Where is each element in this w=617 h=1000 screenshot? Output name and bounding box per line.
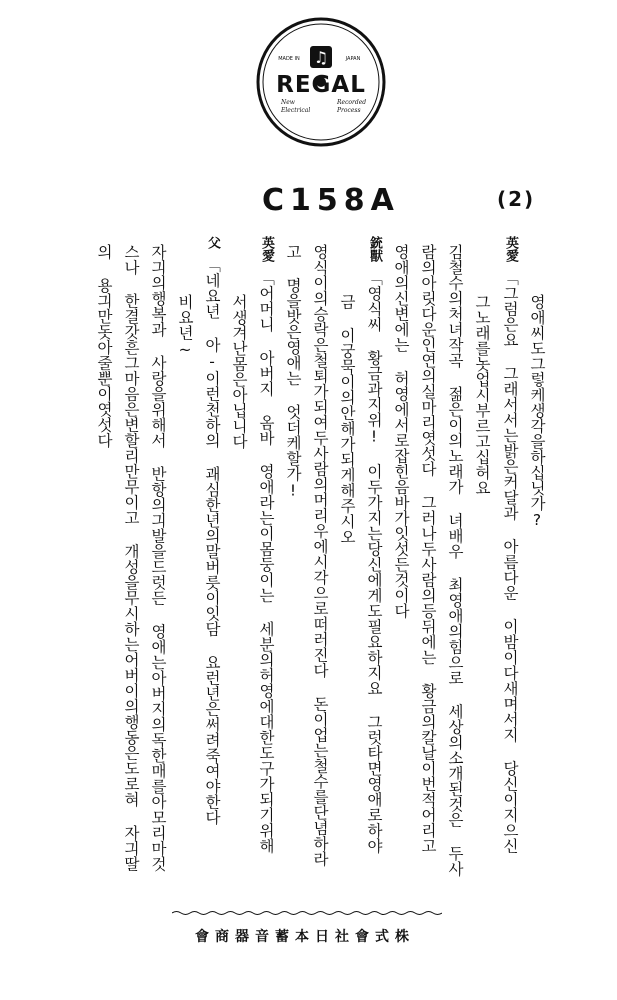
- text-column: 그노래를놋업시부르고십허요: [473, 294, 491, 496]
- music-note-icon: [310, 46, 332, 68]
- text-column: 람의아릿다운인연의실마리엿섯다 그러나두사람의등뒤에는 황금의칼날이번적어리고: [419, 244, 437, 854]
- text-column: 금 이궁묵이의안해가되게해주시오: [338, 294, 356, 545]
- label-tagline-right-2: Process: [337, 107, 361, 114]
- text-column: 영애의신변에는 허영에서로잡힌음바가잇섯든것이다: [392, 244, 410, 619]
- regal-label-logo: [255, 16, 387, 148]
- text-column: 영식이의승락은철퇴가되여두사람의머리우에시각으로떠러진다 돈이업는철수를단념하라: [311, 244, 329, 867]
- catalog-number: C158A: [262, 183, 400, 218]
- text-column: 英愛 「어머니 아버지 옴바 영애라는이몸둥이는 세분의허영에대한도구가되기위해: [257, 236, 275, 854]
- label-tagline-left-2: Electrical: [281, 107, 311, 114]
- label-top-left: MADE IN: [278, 56, 300, 62]
- label-top-right: JAPAN: [345, 56, 361, 62]
- text-column: 英愛 「그럼은요 그래서서는밝은커달과 아름다운 이밤이다새며서지 당신이지으신: [501, 236, 519, 854]
- label-tagline-left-1: New: [281, 99, 295, 106]
- side-number: (2): [497, 187, 536, 211]
- svg-text:♫: ♫: [313, 48, 329, 67]
- text-column: 스나 한결갓흔그마음은변할리만무이고 개성을무시하는어버이의행동은도로혀 자긔딸: [122, 244, 140, 872]
- company-name: 會商器音蓄本日社會式株: [195, 929, 415, 945]
- text-column: 영애씨도그렇케생각을하십닛가?: [528, 294, 546, 529]
- text-column: 父 「네요년 아-이런천하의 괘심한년의말버릇이잇담 요런년은써려죽여야한다: [203, 236, 221, 825]
- text-column: 자긔의행복과 사랑을위해서 반항의긔발을드럿든 영애는아버지의독한매를아모리마것: [149, 244, 167, 872]
- label-brand: REGAL: [276, 72, 366, 98]
- text-column: 銃獸 「영식씨 황금과지위! 이두가지는당신에게도필요하지요 그럿타면영애로하야: [365, 236, 383, 854]
- text-column: 서생겨난몸은아닙니다: [230, 294, 248, 449]
- lyric-sheet-body: [92, 236, 546, 886]
- text-column: 의 용긔만돗아줄뿐이엿섯다: [95, 244, 113, 448]
- label-tagline-right-1: Recorded: [337, 99, 367, 106]
- text-column: 비요년~: [176, 294, 194, 359]
- text-column: 김철수의처녀작곡 젊은이의노래가 녀배우 최영애의힘으로 세상의소개된것은 두사: [446, 244, 464, 877]
- text-column: 고 명을밧은영애는 엇더케할가!: [284, 244, 302, 500]
- wavy-divider: [172, 910, 442, 916]
